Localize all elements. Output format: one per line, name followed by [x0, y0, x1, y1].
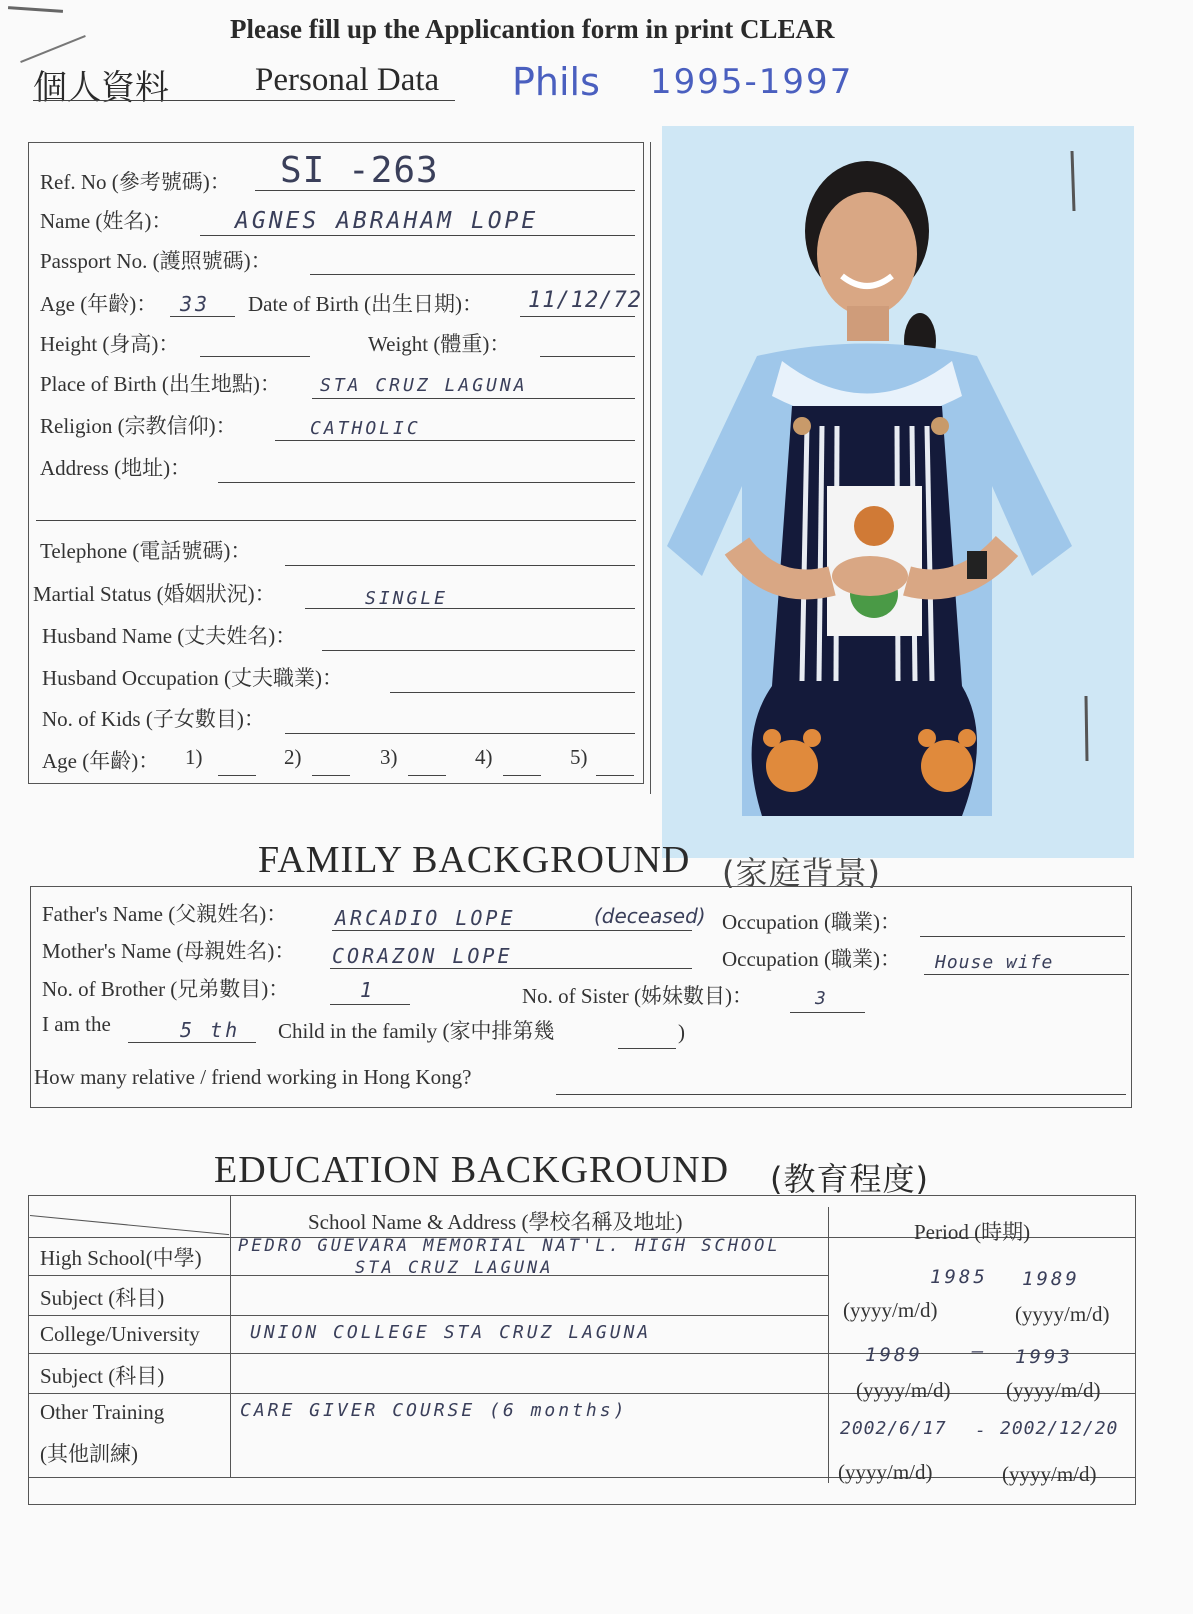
mother-name-value: CORAZON LOPE — [332, 944, 513, 968]
brother-count-label: No. of Brother (兄弟數目)： — [42, 977, 290, 1001]
address-label: Address (地址)： — [40, 456, 192, 480]
row-subject-2: Subject (科目) — [40, 1364, 165, 1388]
religion-line — [275, 440, 635, 441]
education-row-line-3 — [28, 1353, 1136, 1354]
note-country: Phils — [512, 60, 600, 104]
education-section-title-cn: (教育程度) — [770, 1160, 929, 1198]
name-value: AGNES ABRAHAM LOPE — [235, 208, 539, 234]
marital-status-line — [305, 608, 635, 609]
other-training-dash: - — [975, 1420, 989, 1441]
weight-line — [540, 356, 635, 357]
child-rank-close: ) — [678, 1020, 685, 1044]
name-line — [200, 235, 635, 236]
education-row-line-5 — [28, 1477, 1136, 1478]
religion-label: Religion (宗教信仰)： — [40, 414, 237, 438]
ref-no-label: Ref. No (參考號碼)： — [40, 170, 231, 194]
address-line-1 — [218, 482, 635, 483]
relatives-in-hk-label: How many relative / friend working in Hong Kong? — [34, 1065, 472, 1089]
row-college: College/University — [40, 1322, 200, 1346]
place-of-birth-line — [312, 398, 635, 399]
rank-value: 5 th — [180, 1018, 241, 1042]
kid-slot-1: 1) — [185, 745, 203, 769]
section-title-cn: 個人資料 — [33, 68, 169, 108]
husband-name-line — [322, 650, 635, 651]
husband-occupation-line — [390, 692, 635, 693]
brother-count-value: 1 — [360, 978, 376, 1002]
applicant-photo-illustration — [662, 126, 1134, 858]
place-of-birth-label: Place of Birth (出生地點)： — [40, 372, 281, 396]
period-header: Period (時期) — [914, 1220, 1031, 1244]
sister-count-line — [790, 1012, 865, 1013]
father-occupation-line — [920, 936, 1125, 937]
mother-occupation-value: House wife — [935, 952, 1054, 973]
note-years: 1995-1997 — [650, 62, 854, 102]
telephone-label: Telephone (電話號碼)： — [40, 539, 252, 563]
section-title-underline — [33, 100, 455, 101]
sister-count-label: No. of Sister (姊妹數目)： — [522, 984, 753, 1008]
education-row-line-2 — [28, 1315, 828, 1316]
mother-occupation-label: Occupation (職業)： — [722, 947, 902, 971]
kid-slot-3: 3) — [380, 745, 398, 769]
religion-value: CATHOLIC — [310, 418, 421, 439]
mother-name-line — [330, 968, 692, 969]
row-other-training-cn: (其他訓練) — [40, 1442, 138, 1466]
kids-age-label: Age (年齡)： — [42, 749, 160, 773]
marital-status-label: Martial Status (婚姻狀況)： — [33, 582, 276, 606]
husband-occupation-label: Husband Occupation (丈夫職業)： — [42, 666, 343, 690]
row-subject-1: Subject (科目) — [40, 1286, 165, 1310]
mother-occupation-line — [924, 974, 1129, 975]
education-col-divider-2 — [828, 1207, 829, 1483]
high-school-from: 1985 — [930, 1266, 988, 1288]
age-line — [170, 316, 235, 317]
father-name-line — [332, 930, 692, 931]
father-name-value: ARCADIO LOPE — [335, 906, 516, 930]
dob-line — [520, 316, 635, 317]
relatives-in-hk-line — [556, 1094, 1126, 1095]
kid-slot-5: 5) — [570, 745, 588, 769]
kid-age-line-5 — [596, 775, 634, 776]
college-from-format: (yyyy/m/d) — [856, 1378, 951, 1402]
school-header: School Name & Address (學校名稱及地址) — [308, 1210, 683, 1234]
kid-slot-4: 4) — [475, 745, 493, 769]
kid-age-line-1 — [218, 775, 256, 776]
other-training-from: 2002/6/17 — [840, 1418, 947, 1439]
college-to-format: (yyyy/m/d) — [1006, 1378, 1101, 1402]
college-from: 1989 — [865, 1344, 923, 1366]
kids-line — [285, 733, 635, 734]
name-label: Name (姓名)： — [40, 209, 173, 233]
high-school-to: 1989 — [1022, 1268, 1080, 1290]
kid-age-line-3 — [408, 775, 446, 776]
kid-slot-2: 2) — [284, 745, 302, 769]
high-school-to-format: (yyyy/m/d) — [1015, 1302, 1110, 1326]
father-note: (deceased) — [594, 904, 706, 928]
dob-label: Date of Birth (出生日期)： — [248, 292, 484, 316]
passport-line — [310, 274, 635, 275]
other-training-name: CARE GIVER COURSE (6 months) — [240, 1400, 628, 1421]
father-name-label: Father's Name (父親姓名)： — [42, 902, 288, 926]
form-instruction: Please fill up the Applicantion form in print CLEAR — [230, 14, 835, 44]
row-high-school: High School(中學) — [40, 1246, 202, 1270]
i-am-the-label: I am the — [42, 1012, 111, 1036]
education-row-line-4 — [28, 1393, 1136, 1394]
applicant-photo — [662, 126, 1134, 858]
passport-label: Passport No. (護照號碼)： — [40, 249, 272, 273]
marital-status-value: SINGLE — [365, 588, 449, 609]
kids-label: No. of Kids (子女數目)： — [42, 707, 265, 731]
sister-count-value: 3 — [815, 988, 829, 1009]
address-line-2 — [36, 520, 636, 521]
kid-age-line-2 — [312, 775, 350, 776]
height-line — [200, 356, 310, 357]
other-training-to: 2002/12/20 — [1000, 1418, 1119, 1439]
college-to: 1993 — [1015, 1346, 1073, 1368]
place-of-birth-value: STA CRUZ LAGUNA — [320, 375, 528, 396]
high-school-name: PEDRO GUEVARA MEMORIAL NAT'L. HIGH SCHOOL — [238, 1236, 781, 1256]
kid-age-line-4 — [503, 775, 541, 776]
other-training-to-format: (yyyy/m/d) — [1002, 1462, 1097, 1486]
age-label: Age (年齡)： — [40, 292, 158, 316]
brother-count-line — [330, 1004, 410, 1005]
husband-name-label: Husband Name (丈夫姓名)： — [42, 624, 297, 648]
family-section-title-cn: (家庭背景) — [722, 854, 881, 892]
mother-name-label: Mother's Name (母親姓名)： — [42, 939, 296, 963]
college-name: UNION COLLEGE STA CRUZ LAGUNA — [250, 1322, 652, 1343]
family-section-title: FAMILY BACKGROUND — [258, 839, 691, 881]
dob-value: 11/12/72 — [528, 288, 642, 313]
photo-box-border — [650, 142, 660, 794]
high-school-address: STA CRUZ LAGUNA — [355, 1258, 554, 1278]
high-school-from-format: (yyyy/m/d) — [843, 1298, 938, 1322]
scribble-mark — [8, 6, 63, 13]
weight-label: Weight (體重)： — [368, 332, 511, 356]
telephone-line — [285, 565, 635, 566]
ref-no-value: SI -263 — [280, 150, 439, 191]
child-rank-label: Child in the family (家中排第幾 — [278, 1019, 555, 1043]
father-occupation-label: Occupation (職業)： — [722, 910, 902, 934]
college-dash: — — [972, 1340, 987, 1362]
row-other-training: Other Training — [40, 1400, 165, 1424]
child-rank-line — [618, 1048, 676, 1049]
height-label: Height (身高)： — [40, 332, 180, 356]
other-training-from-format: (yyyy/m/d) — [838, 1460, 933, 1484]
age-value: 33 — [180, 292, 211, 316]
scribble-mark-2 — [20, 35, 86, 63]
education-section-title: EDUCATION BACKGROUND — [214, 1149, 730, 1191]
rank-line — [128, 1042, 256, 1043]
section-title-en: Personal Data — [255, 62, 440, 98]
